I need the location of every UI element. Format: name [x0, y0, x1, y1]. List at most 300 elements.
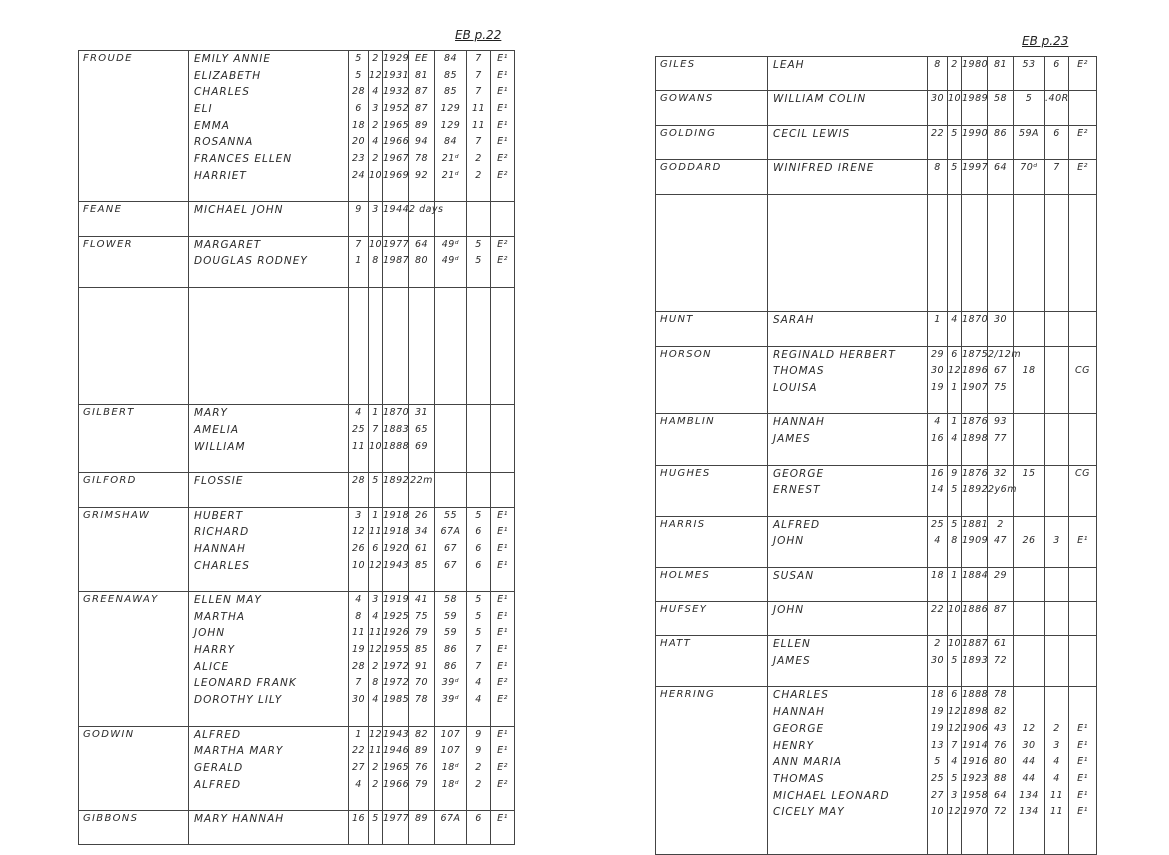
death-year: 1970: [962, 806, 989, 818]
plot-number-column-cell: [1014, 160, 1045, 194]
surname-cell: [79, 726, 189, 810]
age: 30: [993, 314, 1008, 326]
plot-number: 39ᵈ: [441, 694, 460, 706]
death-day: 23: [351, 153, 366, 165]
age: 64: [993, 162, 1008, 174]
death-year: 1972: [383, 677, 410, 689]
death-day: 24: [351, 169, 366, 181]
age-column-cell: [409, 473, 435, 507]
row-number: [1045, 636, 1068, 653]
row-number-column-cell: [1045, 312, 1069, 346]
surname-cell: [79, 287, 189, 405]
surname: HAMBLIN: [660, 416, 715, 428]
surname: GODDARD: [660, 162, 722, 174]
age-column-cell: [988, 125, 1014, 159]
plot-number: [1014, 636, 1044, 653]
row-number-column-cell: [1045, 567, 1069, 601]
section-code-column-cell: [1069, 636, 1097, 687]
age-column-cell: [988, 465, 1017, 516]
death-month: 10: [369, 440, 383, 452]
section-code: [1069, 91, 1096, 108]
row-number: 7: [475, 53, 482, 64]
row-number-column-cell: [1045, 160, 1069, 194]
row-number: 7: [475, 644, 482, 656]
plot-number: 67: [443, 542, 458, 554]
death-day: 30: [930, 93, 945, 105]
age-column-cell: [409, 202, 444, 236]
death-day-column-cell: [349, 592, 369, 727]
death-day: 8: [934, 59, 941, 70]
death-year-column-cell: [962, 465, 988, 516]
death-day: 19: [930, 722, 945, 734]
row-number: 4: [475, 694, 482, 706]
plot-number: [1014, 517, 1044, 534]
surname-group: [656, 91, 1097, 125]
plot-number: 67: [443, 559, 458, 571]
given-name-column-cell: [189, 287, 349, 405]
section-code: E¹: [497, 103, 508, 115]
age: 76: [414, 761, 429, 773]
death-month: 5: [951, 484, 958, 496]
given-name: HANNAH: [773, 416, 825, 429]
death-month-column-cell: [369, 592, 383, 727]
death-month: 7: [951, 739, 958, 751]
given-name: FLOSSIE: [194, 475, 244, 488]
plot-number: 49ᵈ: [441, 238, 460, 250]
death-month-column-cell: [369, 507, 383, 591]
row-number-column-cell: [467, 473, 491, 507]
death-day: 7: [355, 238, 362, 250]
death-month: 2: [372, 153, 379, 165]
death-month: 1: [372, 509, 379, 521]
death-day: 10: [351, 559, 366, 571]
death-month: 12: [369, 559, 383, 571]
section-code: E¹: [497, 559, 508, 571]
age-column-cell: [988, 57, 1014, 91]
row-number: [1045, 653, 1068, 670]
plot-number: [1014, 568, 1044, 585]
given-name: HENRY: [773, 739, 815, 752]
section-code: E²: [1077, 59, 1088, 70]
age: 58: [993, 93, 1008, 105]
given-name: JAMES: [773, 433, 811, 446]
death-day: 12: [351, 526, 366, 538]
plot-number: [1014, 653, 1044, 670]
death-day: 13: [930, 739, 945, 751]
surname-group: [79, 51, 515, 202]
surname: GIBBONS: [83, 812, 139, 824]
death-year-column-cell: [383, 405, 409, 473]
death-month-column-cell: [369, 405, 383, 473]
death-month: 7: [372, 424, 379, 436]
surname-cell: [79, 405, 189, 473]
surname: GREENAWAY: [83, 594, 159, 605]
row-number: [1045, 687, 1068, 704]
section-code: E¹: [497, 526, 508, 538]
surname-group: [79, 592, 515, 727]
given-name: SUSAN: [773, 569, 815, 582]
death-day: 8: [934, 162, 941, 174]
age: 2 days: [409, 204, 444, 216]
plot-number: [1014, 414, 1044, 431]
death-year: 1916: [962, 756, 989, 768]
age: 61: [414, 542, 429, 554]
row-number: 7: [475, 660, 482, 672]
given-name-column-cell: [768, 312, 928, 346]
given-name-column-cell: [189, 507, 349, 591]
section-code-column-cell: [1069, 465, 1097, 516]
section-code: [1069, 414, 1096, 431]
death-day: 30: [930, 655, 945, 667]
death-day: 8: [355, 610, 362, 622]
given-name-column-cell: [189, 405, 349, 473]
given-name: REGINALD HERBERT: [773, 348, 896, 361]
row-number-column-cell: [467, 405, 491, 473]
age: 2y6m: [988, 484, 1017, 496]
section-code: [491, 473, 514, 490]
death-day: 18: [930, 569, 945, 581]
given-name: CHARLES: [194, 559, 250, 572]
plot-number: 129: [440, 119, 461, 131]
surname-group: [79, 236, 515, 287]
row-number: [467, 473, 490, 490]
plot-number-column-cell: [1014, 687, 1045, 855]
row-number: 6: [475, 542, 482, 554]
age: 79: [414, 627, 429, 639]
surname-group: [656, 57, 1097, 91]
row-number: [1045, 602, 1068, 619]
section-code-column-cell: [491, 287, 515, 405]
death-month-column-cell: [948, 91, 962, 125]
death-day: 4: [355, 594, 362, 605]
death-day-column-cell: [928, 160, 948, 194]
row-number: 6: [1053, 127, 1060, 139]
death-day: 16: [351, 812, 366, 824]
death-month-column-cell: [948, 636, 962, 687]
row-number: 5: [475, 509, 482, 521]
death-month: 8: [372, 677, 379, 689]
surname: GILES: [660, 59, 696, 70]
death-year: 1907: [962, 382, 989, 394]
death-day: 7: [355, 677, 362, 689]
row-number: [1045, 704, 1068, 721]
age: 75: [414, 610, 429, 622]
plot-number: [435, 439, 466, 456]
death-year-column-cell: [962, 602, 988, 636]
given-name: ROSANNA: [194, 136, 254, 149]
row-number: 11: [471, 103, 486, 115]
death-year-column-cell: [962, 160, 988, 194]
row-number: 5: [475, 610, 482, 622]
plot-number-column-cell: [435, 726, 467, 810]
death-year-column-cell: [383, 202, 409, 236]
death-month-column-cell: [369, 236, 383, 287]
given-name-column-cell: [768, 687, 928, 855]
death-year: 1944: [383, 204, 410, 216]
section-code: [1069, 517, 1096, 534]
given-name: AMELIA: [194, 424, 240, 437]
section-code: [1069, 653, 1096, 670]
death-year: 1931: [383, 69, 410, 81]
age: 82: [414, 728, 429, 740]
death-year-column-cell: [383, 507, 409, 591]
given-name: HARRIET: [194, 169, 247, 182]
plot-number-column-cell: [435, 287, 467, 405]
death-day: 22: [930, 604, 945, 615]
age: 41: [414, 594, 429, 605]
death-day: 4: [934, 416, 941, 428]
row-number: [1045, 312, 1068, 329]
death-month-column-cell: [369, 287, 383, 405]
given-name: DOROTHY LILY: [194, 694, 283, 707]
death-year-column-cell: [962, 516, 988, 567]
age: 64: [993, 789, 1008, 801]
age-column-cell: [409, 507, 435, 591]
death-year: 1967: [383, 153, 410, 165]
given-name: THOMAS: [773, 772, 825, 785]
death-month-column-cell: [948, 57, 962, 91]
section-code-column-cell: [1069, 312, 1097, 346]
given-name-column-cell: [768, 160, 928, 194]
given-name-column-cell: [768, 602, 928, 636]
surname-group: [656, 516, 1097, 567]
death-month-column-cell: [948, 346, 962, 414]
given-name: THOMAS: [773, 365, 825, 378]
age-column-cell: [409, 726, 435, 810]
section-code: E¹: [1077, 789, 1088, 801]
death-day-column-cell: [349, 405, 369, 473]
given-name: DOUGLAS RODNEY: [194, 255, 308, 268]
section-code: E¹: [497, 660, 508, 672]
age-column-cell: [988, 602, 1014, 636]
death-year: 1929: [383, 53, 410, 64]
row-number: 6: [1053, 59, 1060, 70]
surname-group: [656, 160, 1097, 194]
death-year: 1943: [383, 728, 410, 740]
death-year-column-cell: [962, 414, 988, 465]
death-day-column-cell: [349, 51, 369, 202]
surname: [79, 288, 188, 305]
given-name-column-cell: [189, 51, 349, 202]
section-code: E²: [1077, 127, 1088, 139]
surname-cell: [79, 592, 189, 727]
given-name-column-cell: [768, 125, 928, 159]
death-year-column-cell: [962, 687, 988, 855]
given-name: HARRY: [194, 644, 236, 657]
section-code: [491, 202, 514, 219]
given-name: JOHN: [194, 627, 226, 640]
surname-group: [656, 414, 1097, 465]
surname-cell: [656, 602, 768, 636]
death-day-column-cell: [928, 346, 948, 414]
death-month-column-cell: [369, 473, 383, 507]
row-number: [1045, 466, 1068, 483]
death-year: 1943: [383, 559, 410, 571]
death-year: 1918: [383, 526, 410, 538]
plot-number: [435, 405, 466, 422]
plot-number-column-cell: [435, 592, 467, 727]
age: 31: [414, 407, 429, 419]
row-number-column-cell: [1045, 91, 1069, 125]
death-day: 3: [355, 509, 362, 521]
section-code: E²: [497, 761, 508, 773]
given-name-column-cell: [189, 473, 349, 507]
section-code-column-cell: [491, 51, 515, 202]
surname-group: [79, 810, 515, 844]
death-month-column-cell: [948, 465, 962, 516]
death-day: 27: [930, 789, 945, 801]
plot-number-column-cell: [435, 51, 467, 202]
row-number: 6: [475, 559, 482, 571]
surname-group: [79, 507, 515, 591]
section-code-column-cell: [1069, 414, 1097, 465]
plot-number: 85: [443, 86, 458, 98]
death-day-column-cell: [928, 567, 948, 601]
row-number-column-cell: [467, 507, 491, 591]
section-code: E¹: [497, 119, 508, 131]
death-month-column-cell: [369, 51, 383, 202]
plot-number: 26: [1022, 535, 1036, 547]
age: 78: [414, 153, 429, 165]
age-column-cell: [409, 51, 435, 202]
death-year-column-cell: [962, 567, 988, 601]
death-month: 10: [948, 93, 962, 105]
row-number: [1045, 568, 1068, 585]
death-month: 2: [372, 761, 379, 773]
age: 22m: [410, 475, 433, 487]
death-year: 1909: [962, 535, 989, 547]
death-year: 1918: [383, 509, 410, 521]
death-month-column-cell: [948, 312, 962, 346]
section-code-column-cell: [1069, 91, 1097, 125]
age: 89: [414, 745, 429, 757]
plot-number: 12: [1022, 722, 1036, 734]
age: 61: [993, 638, 1008, 650]
plot-number: 18ᵈ: [441, 778, 460, 790]
age: 72: [993, 806, 1008, 818]
death-day-column-cell: [928, 465, 948, 516]
death-year-column-cell: [383, 592, 409, 727]
plot-number: [1014, 312, 1044, 329]
age: 87: [414, 103, 429, 115]
death-day: 16: [930, 467, 945, 479]
given-name: ELLEN: [773, 638, 811, 651]
given-name-column-cell: [768, 91, 928, 125]
age: 94: [414, 136, 429, 148]
row-number: 5: [475, 627, 482, 639]
death-year-column-cell: [383, 236, 409, 287]
surname-cell: [79, 473, 189, 507]
right-page-ledger: [655, 56, 1097, 855]
death-month: 4: [372, 694, 379, 706]
surname-group: [79, 473, 515, 507]
plot-number-column-cell: [1014, 567, 1045, 601]
given-name-column-cell: [189, 592, 349, 727]
given-name: MARY: [194, 407, 228, 420]
surname-cell: [656, 414, 768, 465]
surname-cell: [656, 346, 768, 414]
death-month-column-cell: [948, 516, 962, 567]
given-name-column-cell: [768, 465, 928, 516]
section-code: [1069, 347, 1096, 364]
surname-cell: [656, 687, 768, 855]
plot-number: 107: [440, 728, 461, 740]
death-month: 3: [372, 204, 379, 216]
section-code: E¹: [1077, 806, 1088, 818]
row-number-column-cell: [1045, 194, 1069, 312]
row-number: [1045, 482, 1068, 499]
age: 89: [414, 119, 429, 131]
section-code: E¹: [497, 53, 508, 64]
row-number-column-cell: [1045, 687, 1069, 855]
age-column-cell: [988, 687, 1014, 855]
death-year: 1997: [962, 162, 989, 174]
row-number-column-cell: [1045, 57, 1069, 91]
death-day-column-cell: [349, 236, 369, 287]
surname-cell: [656, 465, 768, 516]
death-day: 4: [934, 535, 941, 547]
death-month: 4: [372, 610, 379, 622]
death-month: 11: [369, 526, 383, 538]
death-month-column-cell: [369, 810, 383, 844]
age: 34: [414, 526, 429, 538]
section-code: E²: [497, 169, 508, 181]
death-day: 14: [930, 484, 945, 496]
death-day: 28: [351, 86, 366, 98]
surname: GILBERT: [83, 407, 135, 419]
death-day: 5: [934, 756, 941, 768]
row-number: 7: [475, 136, 482, 148]
death-month: 4: [951, 756, 958, 768]
death-year: 1883: [383, 424, 410, 436]
age: 2/12m: [988, 348, 1022, 360]
row-number: 11: [1049, 806, 1064, 818]
surname: HUFSEY: [660, 604, 708, 615]
plot-number: 134: [1019, 789, 1039, 801]
surname: FLOWER: [83, 238, 133, 250]
death-month: 5: [372, 475, 379, 487]
row-number-column-cell: [467, 236, 491, 287]
age: 43: [993, 722, 1008, 734]
death-month: 6: [951, 689, 958, 701]
death-day: 4: [355, 407, 362, 419]
surname-cell: [79, 236, 189, 287]
death-day: 16: [930, 433, 945, 445]
age: 80: [993, 756, 1008, 768]
death-day-column-cell: [928, 636, 948, 687]
surname-group: [656, 194, 1097, 312]
section-code: [1069, 636, 1096, 653]
given-name: LEAH: [773, 59, 805, 71]
surname-cell: [656, 636, 768, 687]
given-name: SARAH: [773, 314, 815, 327]
section-code: E²: [497, 255, 508, 267]
death-year: 1881: [962, 518, 989, 530]
death-year: 1972: [383, 660, 410, 672]
section-code: E¹: [1077, 739, 1088, 751]
death-year-column-cell: [962, 312, 988, 346]
plot-number: 86: [443, 660, 458, 672]
given-name: JOHN: [773, 604, 805, 616]
given-name-column-cell: [768, 194, 928, 312]
section-code: E¹: [1077, 756, 1088, 768]
surname-group: [656, 567, 1097, 601]
death-year: 1876: [962, 416, 989, 428]
given-name: JOHN: [773, 535, 805, 548]
surname-group: [656, 312, 1097, 346]
death-day: 5: [355, 69, 362, 81]
death-month: 6: [951, 348, 958, 360]
